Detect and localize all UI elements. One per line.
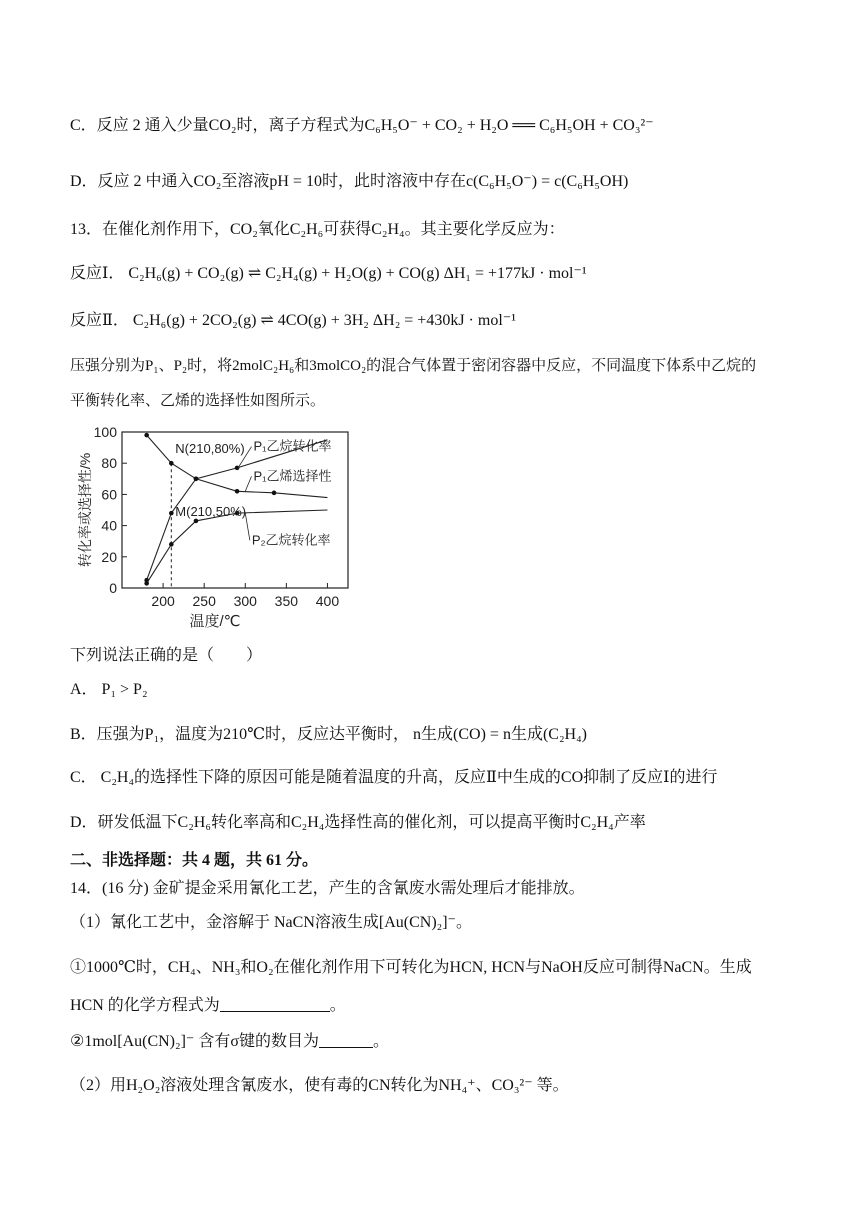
reaction-1: 反应Ⅰ． C₂H₆(g) + CO₂(g) ⇌ C₂H₄(g) + H₂O(g) + CO(g) ΔH₁ = +177kJ · mol⁻¹ — [70, 265, 587, 282]
answer-blank-1[interactable] — [220, 997, 330, 1012]
option-c: C． C₂H₄的选择性下降的原因可能是随着温度的升高，反应Ⅱ中生成的CO抑制了反应Ⅰ的进行 — [70, 769, 718, 786]
y-axis-label: 转化率或选择性/% — [77, 452, 93, 568]
answer-blank-2[interactable] — [319, 1033, 373, 1048]
data-point — [169, 461, 174, 466]
data-point — [194, 519, 199, 524]
y-tick-label: 0 — [109, 580, 117, 596]
q14-part2 — [70, 1032, 389, 1052]
question-14: 14．(16 分) 金矿提金采用氰化工艺，产生的含氰废水需处理后才能排放。 — [70, 880, 585, 897]
data-point — [272, 491, 277, 496]
option-d: D．研发低温下C₂H₆转化率高和C₂H₄选择性高的催化剂，可以提高平衡时C₂H₄产率 — [70, 814, 646, 831]
x-tick-label: 350 — [274, 593, 299, 609]
q14-part3: （2）用H₂O₂溶液处理含氰废水，使有毒的CN转化为NH₄⁺、CO₃²⁻ 等。 — [70, 1077, 569, 1094]
conversion-selectivity-chart — [70, 420, 360, 640]
data-point — [194, 477, 199, 482]
point-annotation: N(210,80%) — [175, 441, 245, 457]
option-b: B．压强为P₁，温度为210℃时，反应达平衡时， n生成(CO) = n生成(C₂H₄) — [70, 726, 587, 743]
x-tick-label: 400 — [315, 593, 340, 609]
y-tick-label: 100 — [93, 424, 117, 440]
q14-part1: （1）氰化工艺中，金溶解于 NaCN溶液生成[Au(CN)₂]⁻。 — [70, 914, 473, 931]
chart-labels — [175, 439, 331, 548]
data-point — [144, 433, 149, 438]
option-c-q12: C．反应 2 通入少量CO₂时，离子方程式为C₆H₅O⁻ + CO₂ + H₂O ══ C₆H₅OH + CO₃²⁻ — [70, 117, 654, 134]
q14-part1-b — [70, 996, 346, 1016]
q14-part1-b-end: 。 — [329, 997, 346, 1014]
x-tick-label: 250 — [192, 593, 216, 609]
data-point — [235, 489, 240, 494]
q13-stem-line2: 平衡转化率、乙烯的选择性如图所示。 — [70, 393, 326, 409]
option-d-q12: D．反应 2 中通入CO₂至溶液pH = 10时，此时溶液中存在c(C₆H₅O⁻) = c(C₆H₅OH) — [70, 173, 629, 190]
q14-part2-end: 。 — [372, 1033, 389, 1050]
label-leader — [245, 476, 251, 491]
x-axis-label: 温度/℃ — [189, 613, 241, 630]
series-label: P₁乙烯选择性 — [253, 468, 332, 484]
data-point — [144, 581, 149, 586]
data-point — [169, 511, 174, 516]
q14-part1-b-text: HCN 的化学方程式为 — [70, 997, 220, 1014]
data-point — [169, 542, 174, 547]
x-tick-label: 200 — [151, 593, 175, 609]
q14-part2-text: ②1mol[Au(CN)₂]⁻ 含有σ键的数目为 — [70, 1033, 319, 1050]
question-ask: 下列说法正确的是（ ） — [70, 647, 263, 664]
series-label: P₁乙烷转化率 — [253, 438, 332, 454]
y-tick-label: 20 — [101, 548, 117, 565]
y-tick-label: 60 — [101, 486, 117, 503]
x-tick-label: 300 — [233, 593, 257, 609]
series-label: P₂乙烷转化率 — [251, 532, 331, 548]
q13-stem-line1: 压强分别为P₁、P₂时，将2molC₂H₆和3molCO₂的混合气体置于密闭容器中反应，不同温度下体系中乙烷的 — [70, 358, 757, 374]
section-2-title: 二、非选择题：共 4 题，共 61 分。 — [70, 852, 319, 869]
reaction-2: 反应Ⅱ． C₂H₆(g) + 2CO₂(g) ⇌ 4CO(g) + 3H₂ ΔH₂ = +430kJ · mol⁻¹ — [70, 312, 517, 329]
point-annotation: M(210,50%) — [175, 504, 247, 519]
option-a: A． P₁ > P₂ — [70, 681, 148, 698]
q14-part1-a: ①1000℃时，CH₄、NH₃和O₂在催化剂作用下可转化为HCN, HCN与NaOH反应可制得NaCN。生成 — [70, 959, 752, 976]
y-tick-label: 40 — [101, 517, 117, 534]
question-13: 13．在催化剂作用下，CO₂氧化C₂H₆可获得C₂H₄。其主要化学反应为： — [70, 221, 565, 238]
y-tick-label: 80 — [101, 455, 117, 472]
